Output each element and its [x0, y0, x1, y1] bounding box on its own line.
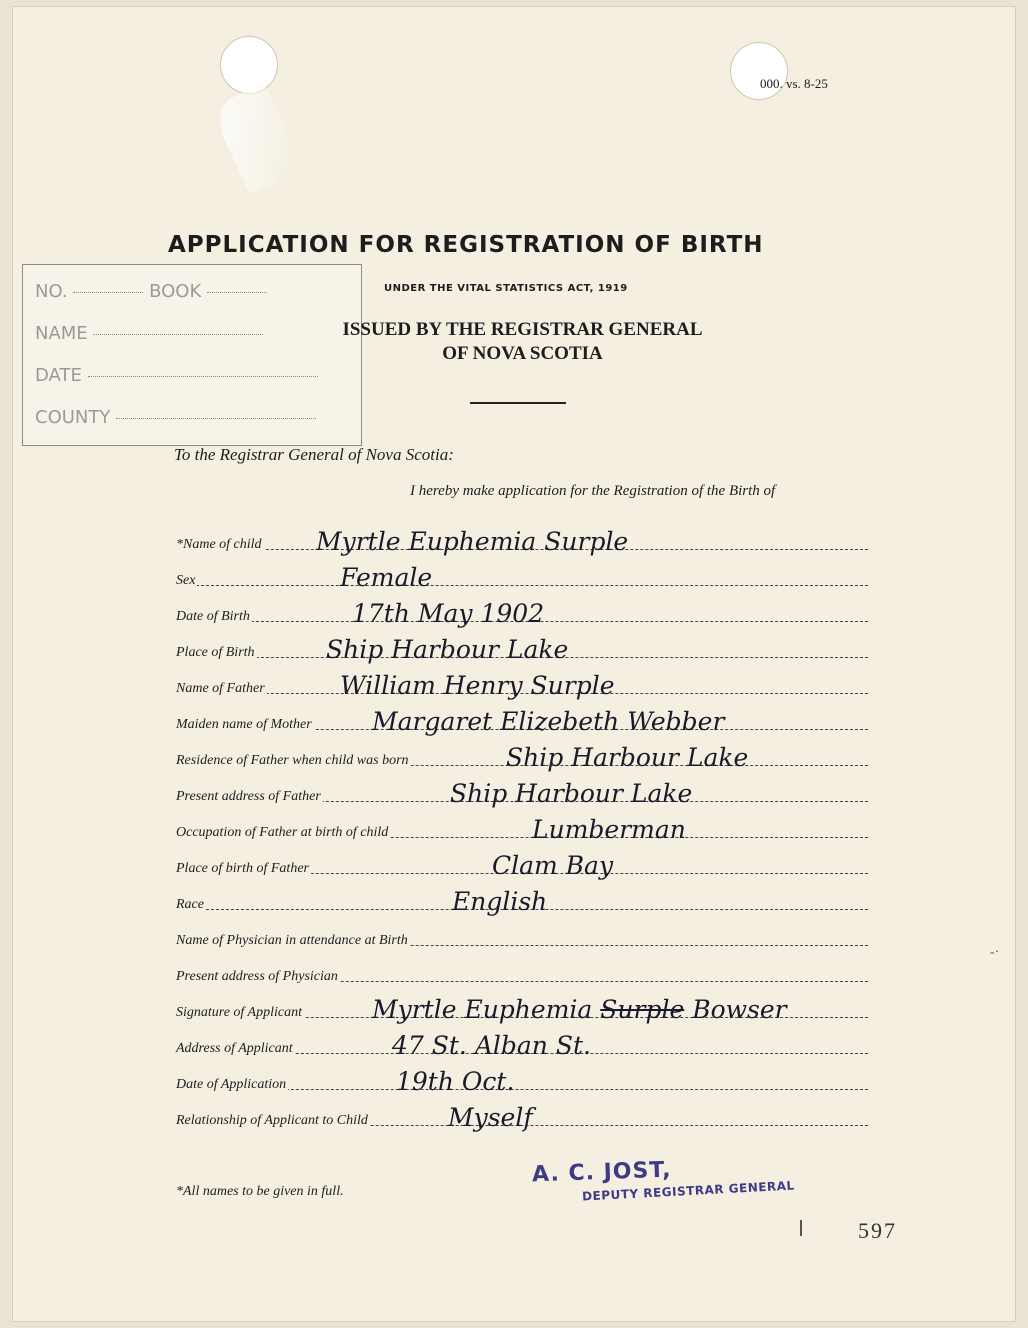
- edge-mark: -·: [990, 945, 1000, 960]
- field-label: Address of Applicant: [176, 1041, 293, 1056]
- field-label: *Name of child: [176, 537, 262, 552]
- field-label: Present address of Physician: [176, 969, 338, 984]
- margin-tick: [800, 1220, 802, 1236]
- field-label: Name of Physician in attendance at Birth: [176, 933, 408, 948]
- signature-value: [372, 995, 787, 1024]
- field-row-occupation-of-father: [176, 814, 868, 844]
- officer-stamp-name: A. C. JOST,: [531, 1157, 672, 1188]
- footnote: *All names to be given in full.: [176, 1184, 344, 1199]
- field-row-sex: [176, 562, 868, 592]
- title-divider: [470, 402, 566, 404]
- field-value: Female: [340, 563, 433, 592]
- field-row-relationship: [176, 1102, 868, 1132]
- issued-line-1: ISSUED BY THE REGISTRAR GENERAL: [342, 319, 703, 340]
- field-row-address-of-applicant: [176, 1030, 868, 1060]
- field-label: Place of Birth: [176, 645, 255, 660]
- stamp-date-label: DATE: [35, 365, 82, 386]
- field-label: Residence of Father when child was born: [176, 753, 409, 768]
- form-subtitle: UNDER THE VITAL STATISTICS ACT, 1919: [384, 283, 628, 294]
- signature-married-surname: Bowser: [692, 995, 787, 1024]
- field-value: 47 St. Alban St.: [392, 1031, 591, 1060]
- officer-stamp-title: DEPUTY REGISTRAR GENERAL: [581, 1178, 795, 1204]
- punch-hole-left: [220, 36, 278, 94]
- stamp-book-label: BOOK: [149, 281, 202, 302]
- intro-text: I hereby make application for the Registration of the Birth of: [410, 483, 776, 499]
- field-row-place-of-birth: [176, 634, 868, 664]
- field-label: Date of Birth: [176, 609, 250, 624]
- field-value: Lumberman: [532, 815, 686, 844]
- field-label: Date of Application: [176, 1077, 287, 1092]
- field-value: Ship Harbour Lake: [506, 743, 749, 772]
- field-label: Maiden name of Mother: [176, 717, 312, 732]
- field-row-race: [176, 886, 868, 916]
- form-number: 000. vs. 8-25: [760, 76, 828, 91]
- field-row-name-of-father: [176, 670, 868, 700]
- field-label: Signature of Applicant: [176, 1005, 302, 1020]
- field-value: 17th May 1902: [352, 599, 545, 628]
- field-label: Name of Father: [176, 681, 265, 696]
- paper-tear: [210, 83, 305, 194]
- signature-name: Myrtle Euphemia: [372, 995, 593, 1024]
- field-value: William Henry Surple: [340, 671, 615, 700]
- field-row-maiden-name-of-mother: [176, 706, 868, 736]
- field-value: 19th Oct.: [396, 1067, 515, 1096]
- signature-struck-surname: Surple: [600, 995, 685, 1024]
- salutation: To the Registrar General of Nova Scotia:: [174, 445, 454, 464]
- field-row-present-address-of-father: [176, 778, 868, 808]
- document-number: 597: [858, 1218, 897, 1243]
- field-label: Sex: [176, 573, 196, 588]
- issued-line-2: OF NOVA SCOTIA: [442, 343, 603, 364]
- field-value: English: [452, 887, 548, 916]
- field-label: Place of birth of Father: [176, 861, 309, 876]
- field-row-signature-of-applicant: [176, 994, 868, 1024]
- field-row-address-of-physician: [176, 958, 868, 988]
- field-row-residence-of-father: [176, 742, 868, 772]
- stamp-name-label: NAME: [35, 323, 88, 344]
- field-row-place-of-birth-of-father: [176, 850, 868, 880]
- field-value: Margaret Elizebeth Webber: [372, 707, 725, 736]
- stamp-no-label: NO.: [35, 281, 68, 302]
- field-value: Ship Harbour Lake: [326, 635, 569, 664]
- field-row-date-of-birth: [176, 598, 868, 628]
- field-label: Occupation of Father at birth of child: [176, 825, 389, 840]
- form-title: APPLICATION FOR REGISTRATION OF BIRTH: [168, 232, 764, 258]
- stamp-county-label: COUNTY: [35, 407, 111, 428]
- field-row-name-of-physician: [176, 922, 868, 952]
- field-row-date-of-application: [176, 1066, 868, 1096]
- field-label: Present address of Father: [176, 789, 321, 804]
- field-label: Race: [176, 897, 204, 912]
- issuing-authority: [300, 318, 745, 366]
- field-row-name-of-child: [176, 526, 868, 556]
- field-value: Myself: [448, 1103, 533, 1132]
- field-value: Ship Harbour Lake: [450, 779, 693, 808]
- field-label: Relationship of Applicant to Child: [176, 1113, 368, 1128]
- field-value: Myrtle Euphemia Surple: [316, 527, 629, 556]
- field-value: Clam Bay: [492, 851, 614, 880]
